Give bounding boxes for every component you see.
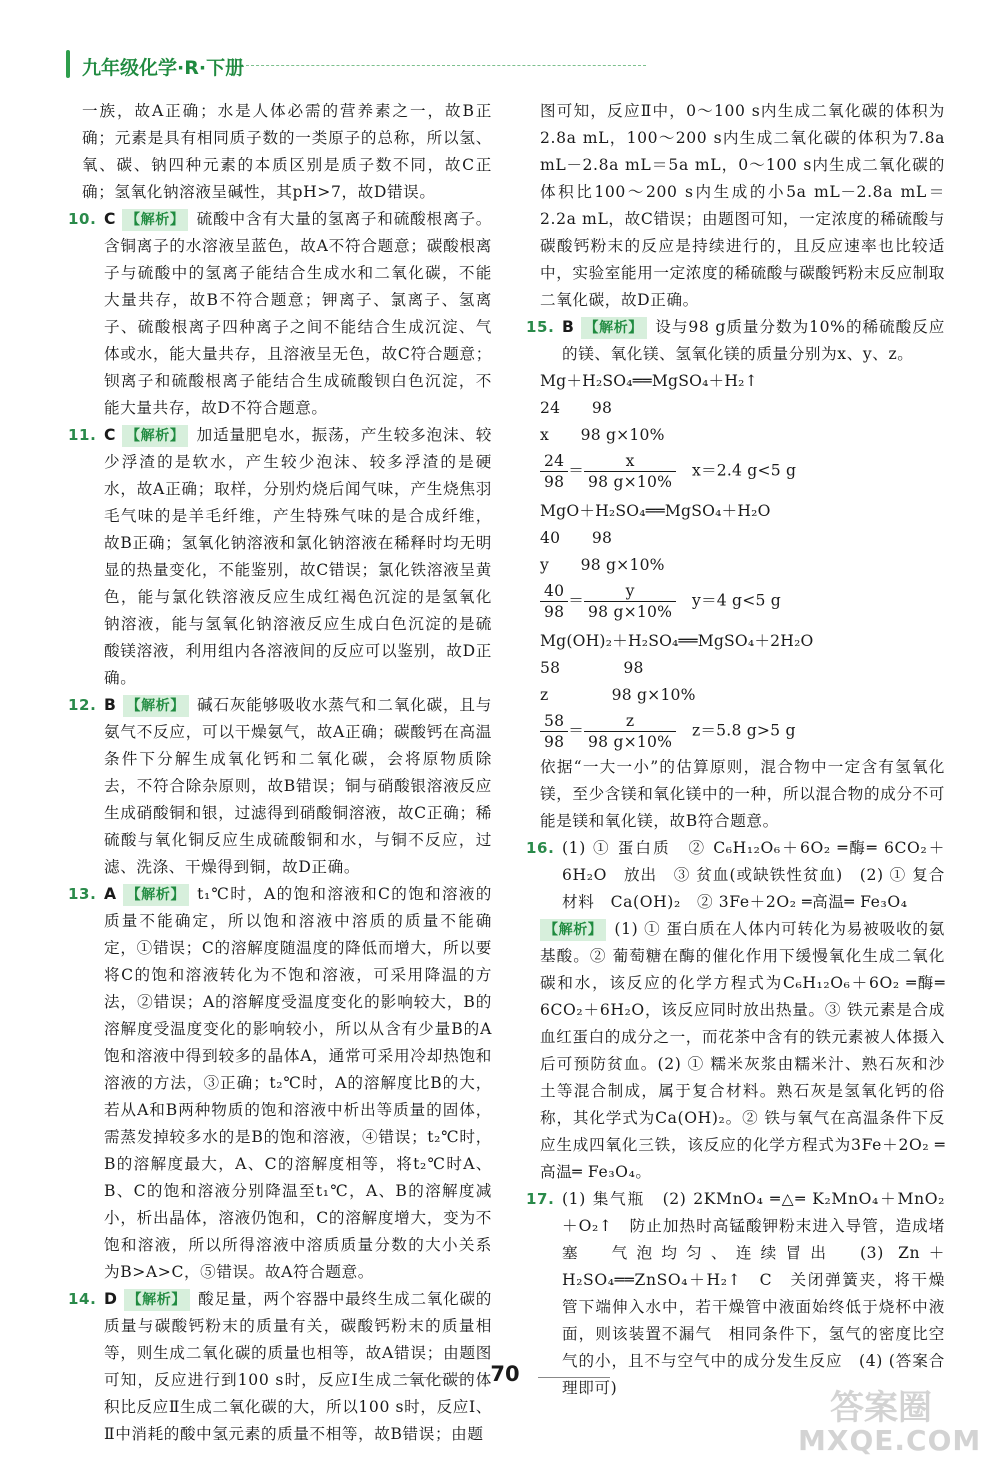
question-12 xyxy=(68,692,492,881)
fraction: $\frac{y}{98 g\times 10\%}$ xyxy=(584,581,676,622)
result: z＝5.8 g>5 g xyxy=(691,721,796,740)
equation-mgoh2: Mg(OH)₂＋H₂SO₄══MgSO₄＋2H₂O xyxy=(540,632,814,650)
footer-rule-right xyxy=(538,1377,610,1378)
fraction: $\frac{58}{98}$ xyxy=(540,711,568,752)
right-column xyxy=(526,98,945,1402)
question-number: 17. xyxy=(526,1190,555,1208)
analysis-text: 设与98 g质量分数为10%的稀硫酸反应的镁、氧化镁、氢氧化镁的质量分别为x、y、z。 xyxy=(562,318,945,363)
fraction: $\frac{40}{98}$ xyxy=(540,581,568,622)
fraction: $\frac{x}{98 g\times 10\%}$ xyxy=(584,451,676,492)
analysis-text: 硫酸中含有大量的氢离子和硫酸根离子。含铜离子的水溶液呈蓝色，故A不符合题意；碳酸根离子与硫酸中的氢离子能结合生成水和二氧化碳，不能大量共存，故B不符合题意；钾离子、氯离子、氢离子、硫酸根离子四种离子之间不能结合生成沉淀、气体或水，能大量共存，且溶液呈无色，故C符合题意；钡离子和硫酸根离子能结合生成硫酸钡白色沉淀，不能大量共存，故D不符合题意。 xyxy=(104,210,492,417)
analysis-tag: 【解析】 xyxy=(123,884,189,906)
analysis-text: 酸足量，两个容器中最终生成二氧化碳的质量与碳酸钙粉末的质量有关，碳酸钙粉末的质量相等，则生成二氧化碳的质量也相等，故A错误；由题图可知，反应进行到100 s时，反应Ⅰ生成二氧化碳的体积比反应Ⅱ生成二氧化碳的大，所以100 s时，反应Ⅰ、Ⅱ中消耗的酸中氢元素的质量不相等，故B错误；由题 xyxy=(104,1290,492,1443)
proportion-mgoh2: $\frac{58}{98}$ ＝ $\frac{z}{98 g\times 10\%}$ z＝5.8 g>5 g xyxy=(540,709,945,754)
header-accent-bar xyxy=(66,50,70,78)
question-15 xyxy=(526,314,945,368)
watermark-line1: 答案圈 xyxy=(830,1388,932,1428)
analysis-tag: 【解析】 xyxy=(540,919,606,941)
equation-mg-unknowns: x 98 g×10% xyxy=(540,426,665,444)
analysis-tag: 【解析】 xyxy=(581,317,647,339)
analysis-text: 加适量肥皂水，振荡，产生较多泡沫、较少浮渣的是软水，产生较少泡沫、较多浮渣的是硬水，故A正确；取样，分别灼烧后闻气味，产生烧焦羽毛气味的是羊毛纤维，产生特殊气味的是合成纤维，故B正确；氢氧化钠溶液和氯化钠溶液在稀释时均无明显的热量变化，不能鉴别，故C错误；氯化铁溶液呈黄色，能与氯化铁溶液反应生成红褐色沉淀的是氢氧化钠溶液，能与氢氧化钠溶液反应生成白色沉淀的是硫酸镁溶液，利用组内各溶液间的反应可以鉴别，故D正确。 xyxy=(104,426,492,687)
equation-mg-masses: 24 98 xyxy=(540,399,613,417)
question-number: 11. xyxy=(68,426,97,444)
watermark-line2: MXQE.COM xyxy=(798,1424,982,1457)
answer-letter: C xyxy=(104,426,117,444)
analysis-tag: 【解析】 xyxy=(123,695,189,717)
header-dashed-line xyxy=(246,65,646,66)
answer-letter: B xyxy=(104,696,117,714)
equation-mgoh2-masses: 58 98 xyxy=(540,659,644,677)
q9-continuation: 一族，故A正确；水是人体必需的营养素之一，故B正确；元素是具有相同质子数的一类原子的总称，所以氢、氧、碳、钠四种元素的本质区别是质子数不同，故C正确；氢氧化钠溶液呈碱性，其pH>7，故D错误。 xyxy=(82,102,492,201)
question-number: 16. xyxy=(526,839,555,857)
analysis-tag: 【解析】 xyxy=(124,1289,190,1311)
header-title: 九年级化学·R·下册 xyxy=(82,57,245,79)
proportion-mgo: $\frac{40}{98}$ ＝ $\frac{y}{98 g\times 10\%}$ y＝4 g<5 g xyxy=(540,579,945,624)
question-number: 12. xyxy=(68,696,97,714)
q15-conclusion: 依据“一大一小”的估算原则，混合物中一定含有氢氧化镁，至少含镁和氧化镁中的一种，所以混合物的成分不可能是镁和氧化镁，故B符合题意。 xyxy=(540,758,945,830)
fraction: $\frac{z}{98 g\times 10\%}$ xyxy=(584,711,676,752)
question-16 xyxy=(526,835,945,916)
page-number: 70 xyxy=(490,1362,520,1386)
page-footer xyxy=(400,1362,610,1392)
analysis-tag: 【解析】 xyxy=(122,209,188,231)
question-11 xyxy=(68,422,492,692)
equation-mg: Mg＋H₂SO₄══MgSO₄＋H₂↑ xyxy=(540,372,758,390)
page-header xyxy=(66,50,646,80)
result: x＝2.4 g<5 g xyxy=(691,461,797,480)
q14-continuation: 图可知，反应Ⅱ中，0～100 s内生成二氧化碳的体积为2.8a mL，100～200 s内生成二氧化碳的体积为7.8a mL－2.8a mL＝5a mL，0～100 s内生成二氧化碳的体积比100～200 s内生成的小5a mL－2.8a mL＝2.2a mL，故C错误；由题图可知，一定浓度的稀硫酸与碳酸钙粉末的反应是持续进行的，且反应速率也比较适中，实验室能用一定浓度的稀硫酸与碳酸钙粉末反应制取二氧化碳，故D正确。 xyxy=(540,102,945,309)
fraction: $\frac{24}{98}$ xyxy=(540,451,568,492)
analysis-text: 碱石灰能够吸收水蒸气和二氧化碳，且与氨气不反应，可以干燥氨气，故A正确；碳酸钙在高温条件下分解生成氧化钙和二氧化碳，会将原物质除去，不符合除杂原则，故B错误；铜与硝酸银溶液反应生成硝酸铜和银，过滤得到硝酸铜溶液，故C正确；稀硫酸与氧化铜反应生成硫酸铜和水，与铜不反应，过滤、洗涤、干燥得到铜，故D正确。 xyxy=(104,696,492,876)
question-10 xyxy=(68,206,492,422)
answer-letter: A xyxy=(104,885,117,903)
equation-mgo-unknowns: y 98 g×10% xyxy=(540,556,665,574)
answer-text: (1) ① 蛋白质 ② C₆H₁₂O₆＋6O₂ ═酶═ 6CO₂＋6H₂O 放出 ③ 贫血(或缺铁性贫血) (2) ① 复合材料 Ca(OH)₂ ② 3Fe＋2O₂ ═高温═ Fe₃O₄ xyxy=(562,839,945,911)
left-column xyxy=(68,98,492,1448)
answer-letter: C xyxy=(104,210,117,228)
question-number: 13. xyxy=(68,885,97,903)
analysis-text: (1) ① 蛋白质在人体内可转化为易被吸收的氨基酸。② 葡萄糖在酶的催化作用下缓慢氧化生成二氧化碳和水，该反应的化学方程式为C₆H₁₂O₆＋6O₂ ═酶═ 6CO₂＋6H₂O，该反应同时放出热量。③ 铁元素是合成血红蛋白的成分之一，而花茶中含有的铁元素被人体摄入后可预防贫血。(2) ① 糯米灰浆由糯米汁、熟石灰和沙土等混合制成，属于复合材料。熟石灰是氢氧化钙的俗称，其化学式为Ca(OH)₂。② 铁与氧气在高温条件下反应生成四氧化三铁，该反应的化学方程式为3Fe＋2O₂ ═高温═ Fe₃O₄。 xyxy=(540,920,945,1181)
question-number: 10. xyxy=(68,210,97,228)
answer-letter: B xyxy=(562,318,575,336)
question-13 xyxy=(68,881,492,1286)
question-number: 15. xyxy=(526,318,555,336)
analysis-text: t₁℃时，A的饱和溶液和C的饱和溶液的质量不能确定，所以饱和溶液中溶质的质量不能确定，①错误；C的溶解度随温度的降低而增大，所以要将C的饱和溶液转化为不饱和溶液，可采用降温的方法，②错误；A的溶解度受温度变化的影响较大，B的溶解度受温度变化的影响较小，所以从含有少量B的A饱和溶液中得到较多的晶体A，通常可采用冷却热饱和溶液的方法，③正确；t₂℃时，A的溶解度比B的大，若从A和B两种物质的饱和溶液中析出等质量的固体，需蒸发掉较多水的是B的饱和溶液，④错误；t₂℃时，B的溶解度最大，A、C的溶解度相等，将t₂℃时A、B、C的饱和溶液分别降温至t₁℃，A、B的溶解度减小，析出晶体，溶液仍饱和，C的溶解度增大，变为不饱和溶液，所以所得溶液中溶质质量分数的大小关系为B>A>C，⑤错误。故A符合题意。 xyxy=(104,885,492,1281)
equation-mgoh2-unknowns: z 98 g×10% xyxy=(540,686,696,704)
question-number: 14. xyxy=(68,1290,97,1308)
footer-rule-left xyxy=(400,1377,472,1378)
proportion-mg: $\frac{24}{98}$ ＝ $\frac{x}{98 g\times 10\%}$ x＝2.4 g<5 g xyxy=(540,449,945,494)
result: y＝4 g<5 g xyxy=(691,591,781,610)
answer-text: (1) 集气瓶 (2) 2KMnO₄ ═△═ K₂MnO₄＋MnO₂＋O₂↑ 防止加热时高锰酸钾粉末进入导管，造成堵塞 气泡均匀、连续冒出 (3) Zn＋H₂SO₄══ZnSO₄＋H₂↑ C 关闭弹簧夹，将干燥管下端伸入水中，若干燥管中液面始终低于烧杯中液面，则该装置不漏气 相同条件下，氢气的密度比空气的小，且不与空气中的成分发生反应 (4) (答案合理即可) xyxy=(562,1190,945,1397)
answer-letter: D xyxy=(104,1290,118,1308)
analysis-tag: 【解析】 xyxy=(122,425,188,447)
equation-mgo-masses: 40 98 xyxy=(540,529,613,547)
watermark-logo xyxy=(790,1380,990,1465)
equation-mgo: MgO＋H₂SO₄══MgSO₄＋H₂O xyxy=(540,502,771,520)
